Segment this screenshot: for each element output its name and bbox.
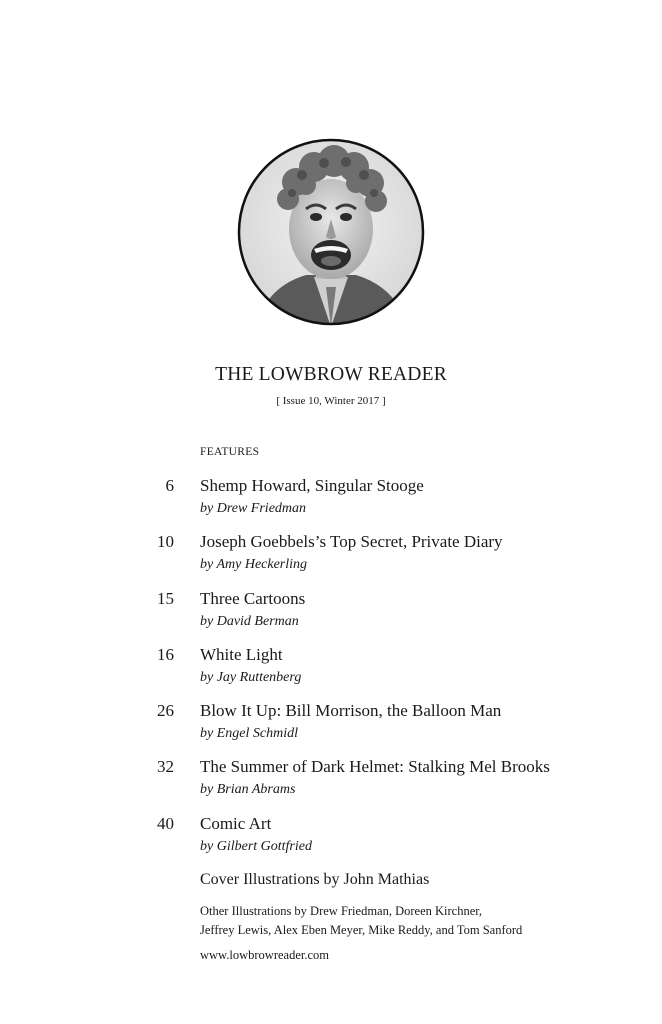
other-illustrations-credit xyxy=(200,902,522,940)
article-title: Blow It Up: Bill Morrison, the Balloon Man xyxy=(200,701,502,721)
table-of-contents xyxy=(0,476,662,870)
article-author: by Brian Abrams xyxy=(200,782,296,798)
page-number: 32 xyxy=(157,757,174,777)
toc-entry xyxy=(0,589,662,645)
article-author: by Amy Heckerling xyxy=(200,557,308,573)
article-title: Joseph Goebbels’s Top Secret, Private Diary xyxy=(200,532,503,552)
page-number: 16 xyxy=(157,644,174,664)
article-title: Shemp Howard, Singular Stooge xyxy=(200,476,424,495)
article-author: by Drew Friedman xyxy=(200,501,307,516)
cover-portrait xyxy=(236,137,426,327)
toc-entry xyxy=(0,476,662,532)
page-number: 10 xyxy=(157,532,174,552)
article-title: The Summer of Dark Helmet: Stalking Mel Brooks xyxy=(200,757,550,777)
page-number: 40 xyxy=(157,813,174,833)
article-title: Comic Art xyxy=(200,813,272,833)
credit-line: Jeffrey Lewis, Alex Eben Meyer, Mike Reddy, and Tom Sanford xyxy=(200,923,523,937)
toc-entry xyxy=(0,814,662,870)
magazine-title: THE LOWBROW READER xyxy=(215,364,447,385)
toc-entry xyxy=(0,701,662,757)
issue-info: [ Issue 10, Winter 2017 ] xyxy=(276,395,386,407)
website-url[interactable]: www.lowbrowreader.com xyxy=(200,948,330,962)
article-title: White Light xyxy=(200,644,283,664)
article-title: Three Cartoons xyxy=(200,588,306,608)
article-author: by Gilbert Gottfried xyxy=(200,838,312,854)
toc-entry xyxy=(0,532,662,588)
page-number: 26 xyxy=(157,701,174,721)
article-author: by Engel Schmidl xyxy=(200,726,298,742)
cover-credit: Cover Illustrations by John Mathias xyxy=(200,871,430,888)
page-number: 15 xyxy=(157,588,174,608)
toc-entry xyxy=(0,757,662,813)
article-author: by David Berman xyxy=(200,613,299,629)
credit-line: Other Illustrations by Drew Friedman, Doreen Kirchner, xyxy=(200,904,483,918)
article-author: by Jay Ruttenberg xyxy=(200,669,302,685)
section-label: FEATURES xyxy=(200,446,260,458)
toc-entry xyxy=(0,645,662,701)
page-number: 6 xyxy=(165,476,174,495)
